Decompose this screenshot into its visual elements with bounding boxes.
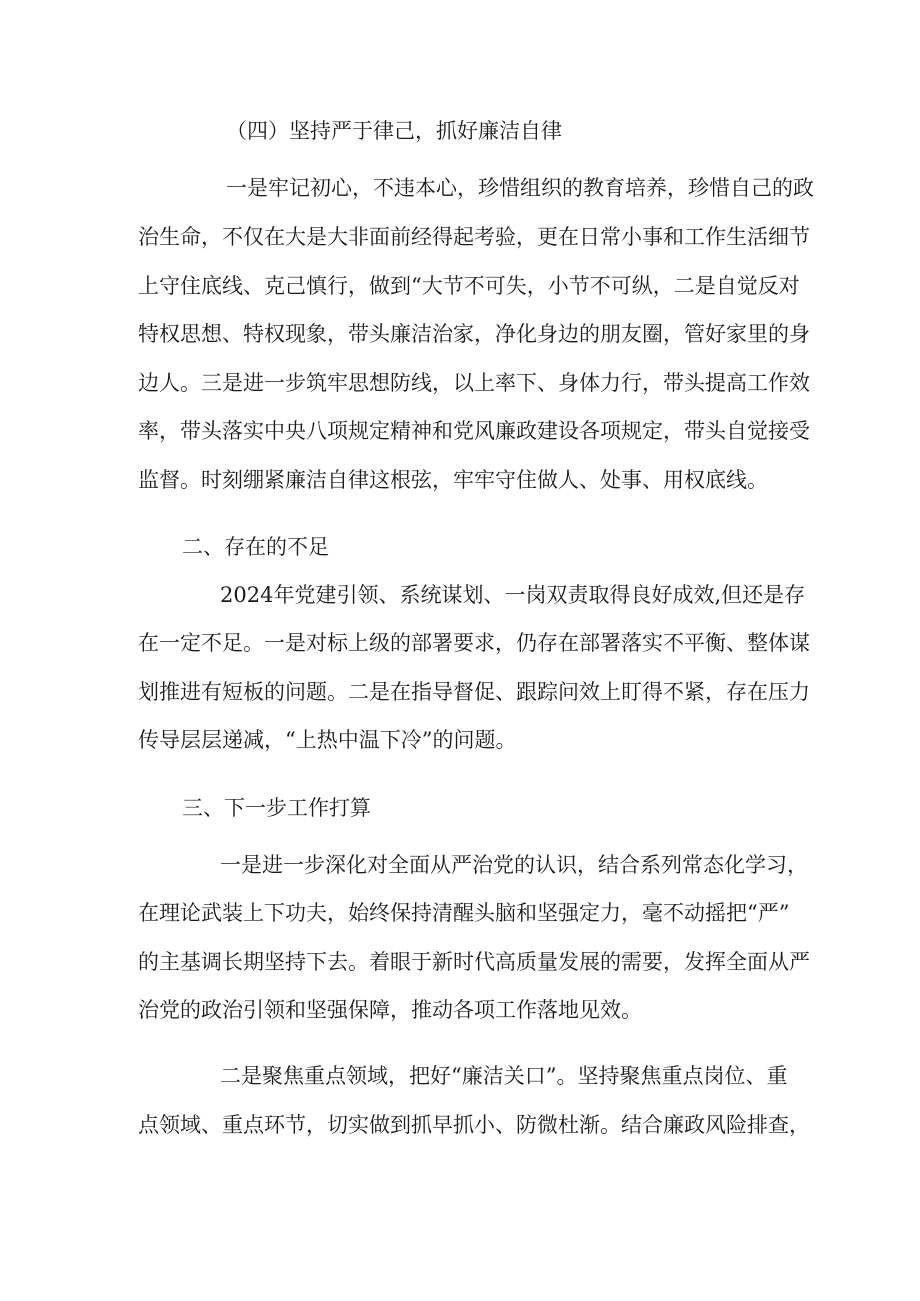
paragraph-line: 划推进有短板的问题。二是在指导督促、跟踪问效上盯得不紧，存在压力 xyxy=(138,680,810,704)
paragraph-line: 一是进一步深化对全面从严治党的认识，结合系列常态化学习， xyxy=(220,853,808,877)
paragraph-line: 的主基调长期坚持下去。着眼于新时代高质量发展的需要，发挥全面从严 xyxy=(138,950,810,974)
paragraph-line: 治生命，不仅在大是大非面前经得起考验，更在日常小事和工作生活细节 xyxy=(138,225,810,249)
paragraph-line: 上守住底线、克己慎行，做到“大节不可失，小节不可纵，二是自觉反对 xyxy=(138,274,800,298)
paragraph-line: 边人。三是进一步筑牢思想防线，以上率下、身体力行，带头提高工作效 xyxy=(138,371,810,395)
paragraph-line: 率，带头落实中央八项规定精神和党风廉政建设各项规定，带头自觉接受 xyxy=(138,419,810,443)
paragraph-line: 治党的政治引领和坚强保障，推动各项工作落地见效。 xyxy=(138,998,642,1022)
paragraph-line: 点领域、重点环节，切实做到抓早抓小、防微杜渐。结合廉政风险排查， xyxy=(138,1113,810,1137)
section-two-heading: 二、存在的不足 xyxy=(182,535,329,559)
paragraph-line: 在理论武装上下功夫，始终保持清醒头脑和坚强定力，毫不动摇把“严” xyxy=(138,901,790,925)
section-three-heading: 三、下一步工作打算 xyxy=(182,796,371,820)
paragraph-line: 2024年党建引领、系统谋划、一岗双责取得良好成效,但还是存 xyxy=(220,583,806,607)
paragraph-line: 一是牢记初心，不违本心，珍惜组织的教育培养，珍惜自己的政 xyxy=(226,176,814,200)
paragraph-line: 传导层层递减，“上热中温下冷”的问题。 xyxy=(138,728,517,752)
paragraph-line: 二是聚焦重点领域，把好“廉洁关口”。坚持聚焦重点岗位、重 xyxy=(220,1064,788,1088)
paragraph-line: 特权思想、特权现象，带头廉洁治家，净化身边的朋友圈，管好家里的身 xyxy=(138,322,810,346)
section-four-heading: （四）坚持严于律己，抓好廉洁自律 xyxy=(226,119,562,143)
paragraph-line: 监督。时刻绷紧廉洁自律这根弦，牢牢守住做人、处事、用权底线。 xyxy=(138,468,768,492)
paragraph-line: 在一定不足。一是对标上级的部署要求，仍存在部署落实不平衡、整体谋 xyxy=(138,631,810,655)
